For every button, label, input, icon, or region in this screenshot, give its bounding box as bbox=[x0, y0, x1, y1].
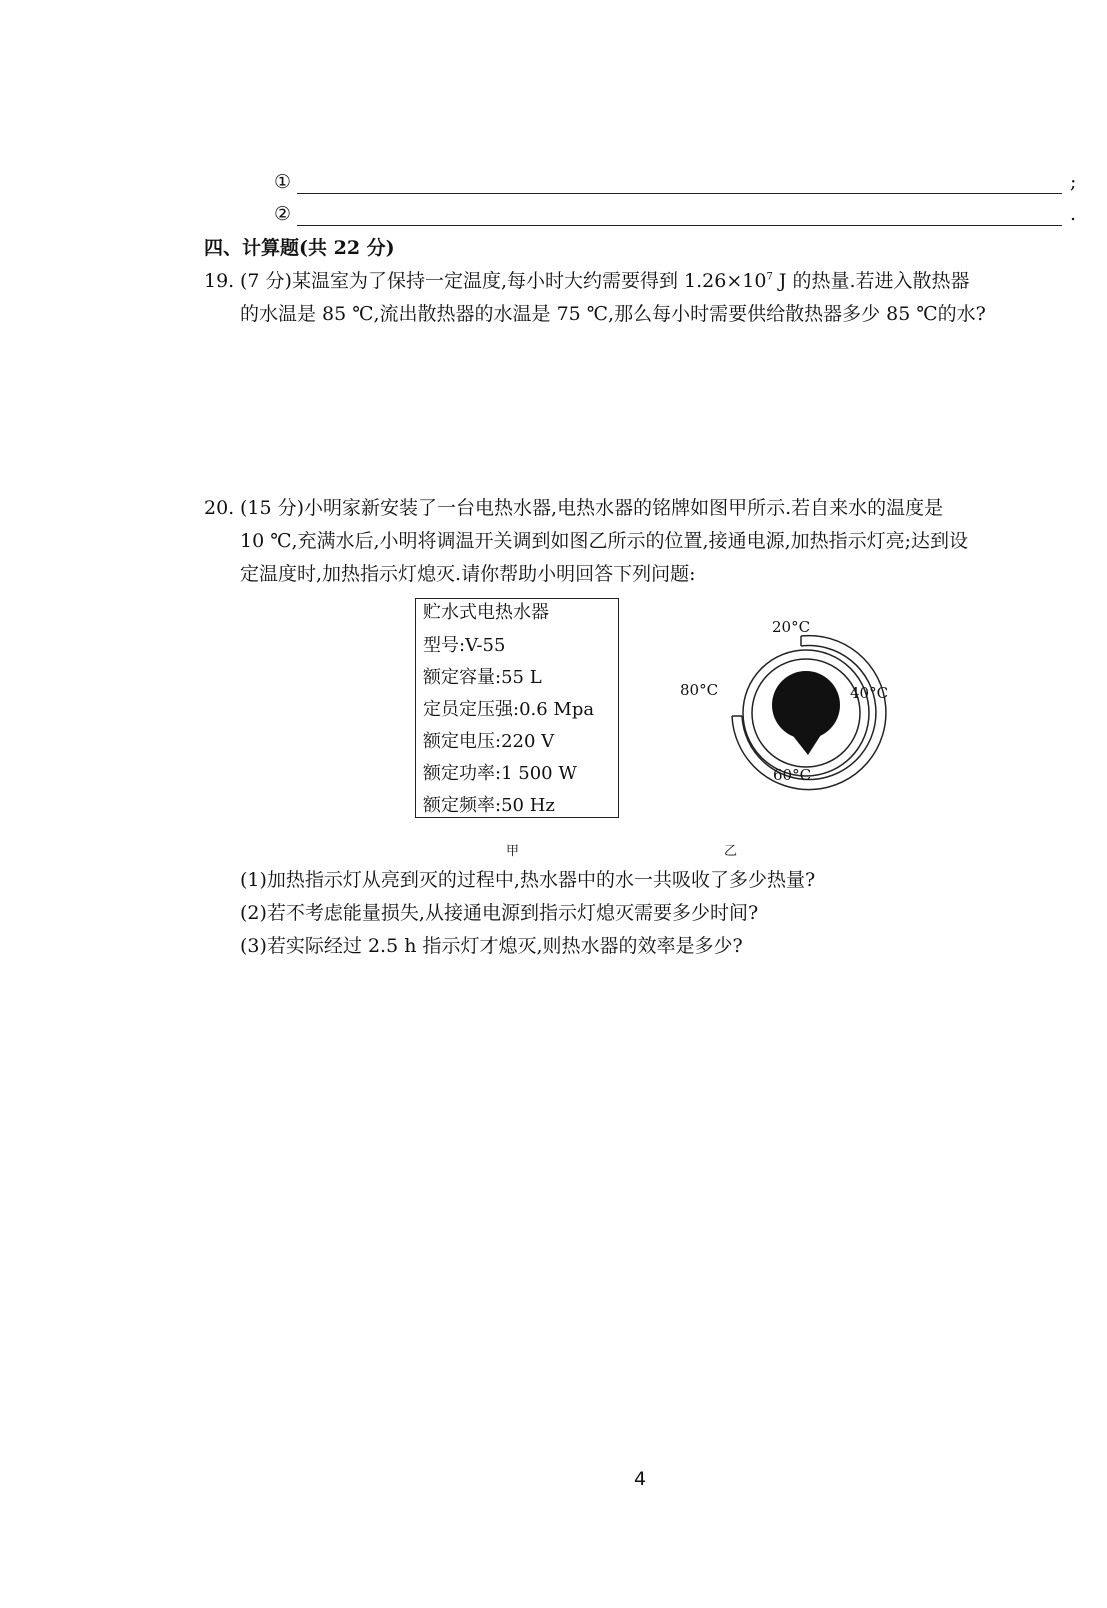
q20-subquestion-3: (3)若实际经过 2.5 h 指示灯才熄灭,则热水器的效率是多少? bbox=[240, 935, 743, 957]
blank-line-1 bbox=[297, 193, 1062, 194]
q20-line-2: 10 ℃,充满水后,小明将调温开关调到如图乙所示的位置,接通电源,加热指示灯亮;达到设 bbox=[240, 530, 969, 552]
nameplate-row-pressure: 定员定压强:0.6 Mpa bbox=[423, 699, 595, 720]
blank-marker-1: ① bbox=[274, 171, 292, 193]
section-heading: 四、计算题(共 22 分) bbox=[204, 237, 395, 259]
q20-line-3: 定温度时,加热指示灯熄灭.请你帮助小明回答下列问题: bbox=[240, 563, 696, 585]
nameplate-row-voltage: 额定电压:220 V bbox=[423, 731, 555, 752]
blank-marker-2: ② bbox=[274, 203, 292, 225]
dial-label-20: 20°C bbox=[772, 618, 811, 636]
dial-label-40: 40°C bbox=[850, 684, 889, 702]
q19-number: 19. bbox=[204, 270, 235, 292]
heater-nameplate bbox=[415, 598, 619, 818]
nameplate-row-power: 额定功率:1 500 W bbox=[423, 763, 577, 784]
q19-line-1 bbox=[240, 267, 970, 295]
nameplate-row-capacity: 额定容量:55 L bbox=[423, 667, 542, 688]
q19-exponent: 7 bbox=[766, 271, 773, 283]
q20-number: 20. bbox=[204, 497, 235, 519]
caption-jia: 甲 bbox=[506, 844, 520, 859]
q19-line-1-a: (7 分)某温室为了保持一定温度,每小时大约需要得到 1.26×10 bbox=[240, 270, 767, 292]
q19-line-1-b: J 的热量.若进入散热器 bbox=[772, 270, 970, 292]
nameplate-row-model: 型号:V-55 bbox=[423, 635, 506, 656]
nameplate-title: 贮水式电热水器 bbox=[423, 602, 549, 623]
page-number: 4 bbox=[634, 1468, 647, 1490]
blank-end-2: . bbox=[1070, 203, 1077, 225]
nameplate-row-frequency: 额定频率:50 Hz bbox=[423, 795, 555, 816]
q19-line-2: 的水温是 85 ℃,流出散热器的水温是 75 ℃,那么每小时需要供给散热器多少 85 ℃的水? bbox=[240, 303, 986, 325]
q20-subquestion-2: (2)若不考虑能量损失,从接通电源到指示灯熄灭需要多少时间? bbox=[240, 902, 759, 924]
q20-subquestion-1: (1)加热指示灯从亮到灭的过程中,热水器中的水一共吸收了多少热量? bbox=[240, 869, 816, 891]
blank-line-2 bbox=[297, 225, 1062, 226]
dial-label-80: 80°C bbox=[680, 681, 719, 699]
dial-label-60: 60°C bbox=[773, 766, 812, 784]
q20-line-1: (15 分)小明家新安装了一台电热水器,电热水器的铭牌如图甲所示.若自来水的温度是 bbox=[240, 497, 944, 519]
thermostat-dial bbox=[680, 615, 920, 815]
caption-yi: 乙 bbox=[724, 844, 738, 859]
dial-knob bbox=[772, 671, 840, 755]
blank-end-1: ; bbox=[1070, 171, 1077, 193]
